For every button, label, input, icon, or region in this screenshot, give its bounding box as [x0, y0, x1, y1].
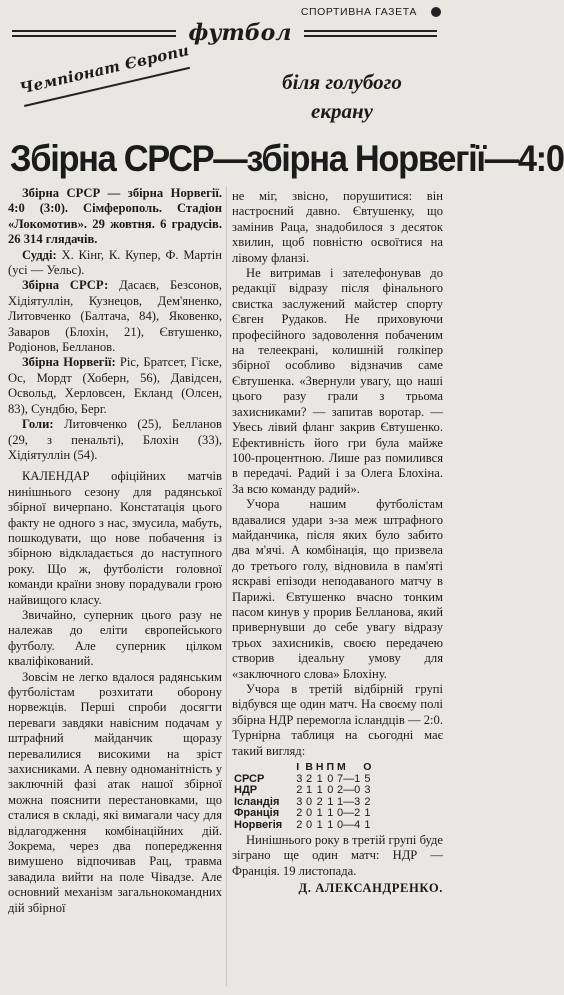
cell: 1 — [364, 818, 371, 831]
cell: 0—2 — [337, 807, 361, 820]
body-paragraph: Нинішнього року в третій групі буде зіграно ще один матч: НДР — Франція. 19 листопада. — [232, 833, 443, 878]
referees-line — [8, 248, 222, 279]
cell: 1 — [316, 818, 323, 831]
cell: 1 — [316, 807, 323, 820]
standings-header — [234, 762, 374, 774]
column-divider — [226, 186, 227, 986]
referees-label: Судді: — [22, 247, 57, 262]
team-name: Ісландія — [234, 795, 280, 808]
norway-label: Збірна Норвегії: — [22, 355, 116, 370]
col-header: О — [363, 761, 372, 774]
article-headline: Збірна СРСР—збірна Норвегії—4:0 — [10, 138, 564, 179]
cell: 2 — [296, 818, 303, 831]
standings-table — [234, 762, 374, 831]
body-paragraph: Звичайно, суперник цього разу не належав до еліти європейського футболу. Але суперник цілком кваліфікований. — [8, 607, 222, 669]
match-facts — [8, 186, 222, 463]
cell: 7—1 — [337, 772, 361, 785]
cell: 3 — [296, 795, 303, 808]
team-name: Норвегія — [234, 818, 283, 831]
cell: 3 — [296, 772, 303, 785]
cell: 0 — [306, 807, 313, 820]
table-row — [234, 820, 374, 832]
subheading-line: екрану — [311, 99, 373, 123]
left-column — [8, 186, 222, 916]
goals-label: Голи: — [22, 417, 54, 432]
goals-line — [8, 417, 222, 463]
cell: 1 — [364, 807, 371, 820]
cell: 0 — [327, 772, 334, 785]
cell: 2 — [316, 795, 323, 808]
cell: 1 — [327, 818, 334, 831]
cell: 5 — [364, 772, 371, 785]
author-signature: Д. АЛЕКСАНДРЕНКО. — [298, 881, 443, 896]
ussr-players: Дасаєв, Безсонов, Хідіятуллін, Кузнецов, Дем'яненко, Литовченко (Балтача, 84), Яковенко, Заваров (Блохін, 21), Євтушенко, Родіонов, Белланов. — [8, 278, 222, 355]
cell: 0 — [306, 818, 313, 831]
rubric-title: футбол — [176, 21, 304, 45]
col-header: Н — [315, 761, 324, 774]
section-logo-script: Чемпіонат Європи — [18, 41, 191, 98]
col-header: М — [337, 761, 346, 774]
table-row — [234, 785, 374, 797]
col-header: П — [326, 761, 335, 774]
cell: 2 — [364, 795, 371, 808]
col-header: І — [296, 761, 300, 774]
cell: 2 — [306, 772, 313, 785]
cell: 0 — [306, 795, 313, 808]
cell: 1 — [316, 772, 323, 785]
cell: 1 — [327, 807, 334, 820]
body-paragraph: Зовсім не легко вдалося радянським футболістам розхитати оборону норвежців. Перші спроби досягти переваги завдяки навісним подачам у штрафний майданчик щоразу перевалилися високими на зріст захисниками. А певну одноманітність у заключній фазі атак нашої збірної можна пояснити перестановками, що сталися в складі, які вимагали часу для відлагодження комбінаційних дій. Зокрема, через два попередження вимушено відпочивав Рац, травма завадила вийти на поле Чівадзе. Але основний механізм загальнокомандних дій збірної — [8, 669, 222, 915]
cell: 1 — [316, 784, 323, 797]
subheading — [247, 68, 437, 126]
right-column — [232, 189, 443, 897]
body-paragraph: КАЛЕНДАР офіційних матчів нинішнього сезону для радянської збірної вичерпано. Констатація цього факту не одного з нас, змусила, мабуть, пошкодувати, що нове побачення із збірною відкладається до наступного року. Що ж, футболісти головної команди країни знову порадували грою найвищого класу. — [8, 469, 222, 607]
body-paragraph: Учора нашим футболістам вдавалися удари з-за меж штрафного майданчика, після яких було забито два м'ячі. А комбінація, що призвела до третього голу, відновила в пам'яті яскраві епізоди неподаваного матчу в Парижі. Євтушенко вчасно тонким пасом кинув у прорив Белланова, який привернувши до себе увагу відразу трьох захисників, своєю передачею створив ідеальну умову для «заключного слова» Блохіну. — [232, 497, 443, 681]
cell: 2 — [296, 807, 303, 820]
team-name: НДР — [234, 784, 258, 797]
table-row — [234, 808, 374, 820]
goals-text: Литовченко (25), Белланов (29, з пенальті), Блохін (33), Хідіятуллін (54). — [8, 417, 222, 462]
bullet-icon — [431, 7, 441, 17]
referees-text: Х. Кінг, К. Купер, Ф. Мартін (усі — Уельс). — [8, 247, 222, 278]
team-name: Франція — [234, 807, 280, 820]
body-paragraph: не міг, звісно, порушитися: він настроєний давно. Євтушенку, що замінив Раца, знадобилося з десяток хвилин, щоб повністю освоїтися на лівому фланзі. — [232, 189, 443, 265]
norway-lineup — [8, 355, 222, 417]
cell: 1 — [327, 795, 334, 808]
body-paragraph: Учора в третій відбірній групі відбувся ще один матч. На своєму полі збірна НДР перемогла ісландців — 2:0. Турнірна таблиця на сьогодні має такий вигляд: — [232, 682, 443, 758]
match-intro: Збірна СРСР — збірна Норвегії. 4:0 (3:0). Сімферополь. Стадіон «Локомотив». 29 жовтня. 6 градусів. 26 314 глядачів. — [8, 186, 222, 247]
cell: 0 — [327, 784, 334, 797]
cell: 3 — [364, 784, 371, 797]
norway-players: Ріс, Братсет, Гіске, Ос, Мордт (Хоберн, 56), Давідсен, Освольд, Херловсен, Екланд (Олсен, 83), Сундбю, Берг. — [8, 355, 222, 416]
cell: 1—3 — [337, 795, 361, 808]
cell: 0—4 — [337, 818, 361, 831]
cell: 2—0 — [337, 784, 361, 797]
col-header: В — [305, 761, 313, 774]
subheading-line: біля голубого — [282, 70, 402, 94]
cell: 2 — [296, 784, 303, 797]
body-paragraph: Не витримав і зателефонував до редакції відразу після фінального свистка заслужений майстер спорту Євген Рудаков. Не приховуючи професійного задоволення побаченим на телеекрані, колишній голкіпер збірної особливо відзначив саме Євтушенка. «Звернули увагу, що наші цього разу грали з трьома захисниками? — запитав воротар. — Увесь лівий фланг закрив Євтушенко. Ефективність його гри була майже 100-процентною. Лише раз помилився в передачі. Радий і за Олега Блохіна. За всю команду радий». — [232, 266, 443, 496]
ussr-label: Збірна СРСР: — [22, 278, 109, 293]
cell: 1 — [306, 784, 313, 797]
ussr-lineup — [8, 278, 222, 355]
team-name: СРСР — [234, 772, 265, 785]
newspaper-name: СПОРТИВНА ГАЗЕТА — [300, 6, 417, 18]
